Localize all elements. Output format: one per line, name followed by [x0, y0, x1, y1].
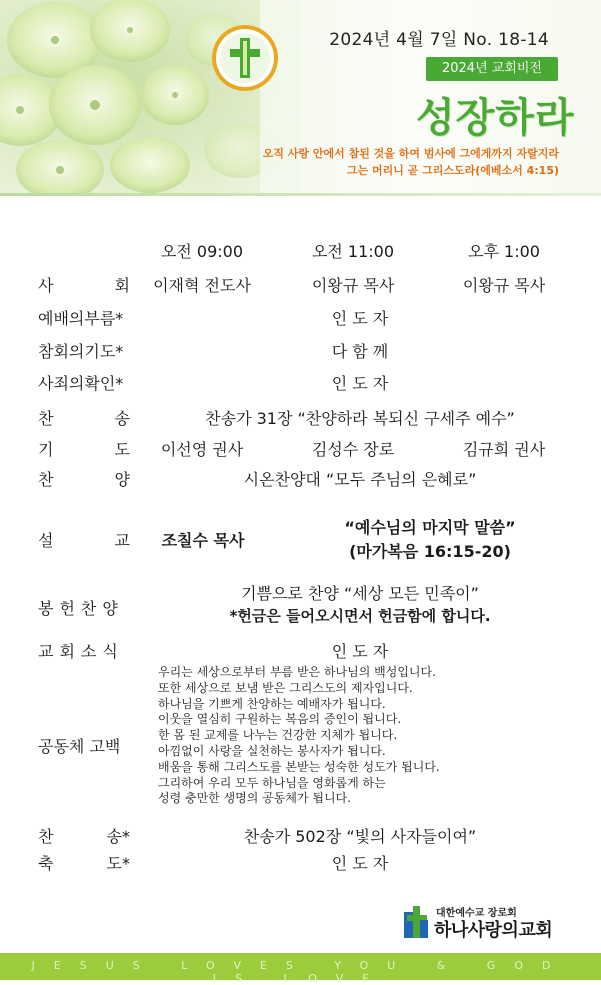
closing-hymn-value: 찬송가 502장 “빛의 사자들이여” [243, 827, 477, 846]
confession-line: 또한 세상으로 보냄 받은 그리스도의 제자입니다. [158, 680, 413, 695]
presider-2: 이왕규 목사 [311, 276, 395, 295]
confession-line: 배움을 통해 그리스도를 본받는 성숙한 성도가 됩니다. [158, 759, 440, 774]
confession-prayer-value: 다 함 께 [331, 342, 389, 361]
verse-line-1: 오직 사랑 안에서 참된 것을 하여 범사에 그에게까지 자랄지라 [262, 147, 559, 160]
hymn-label: 찬 송 [38, 409, 130, 428]
call-to-worship-label: 예배의부름* [38, 309, 124, 328]
offering-label: 봉헌찬양 [38, 599, 124, 618]
confession-line: 아낌없이 사랑을 실천하는 봉사자가 됩니다. [158, 743, 386, 758]
hymn-value: 찬송가 31장 “찬양하라 복되신 구세주 예수” [205, 409, 515, 428]
time-2: 오전 11:00 [311, 242, 395, 261]
footer-slogan: JESUS LOVES YOU & GOD IS LOVE [31, 959, 570, 985]
prayer-leader-1: 이선영 권사 [160, 440, 244, 459]
bulletin-date: 2024년 4월 7일 No. 18-14 [329, 30, 549, 50]
benediction-value: 인 도 자 [331, 854, 389, 873]
benediction-label: 축 도* [38, 854, 130, 873]
confession-line: 우리는 세상으로부터 부름 받은 하나님의 백성입니다. [158, 665, 436, 679]
confession-line: 이웃을 열심히 구원하는 복음의 증인이 됩니다. [158, 712, 402, 727]
announcements-label: 교회소식 [38, 642, 124, 661]
bulletin-header [0, 0, 601, 196]
confession-prayer-label: 참회의기도* [38, 342, 124, 361]
presider-1: 이재혁 전도사 [153, 276, 251, 295]
sermon-speaker: 조칠수 목사 [161, 531, 245, 550]
absolution-label: 사죄의확인* [38, 374, 124, 393]
confession-line: 하나님을 기쁘게 찬양하는 예배자가 됩니다. [158, 696, 386, 711]
offering-block [140, 583, 580, 627]
prayer-leader-3: 김규희 권사 [462, 440, 546, 459]
confession-line: 그리하여 우리 모두 하나님을 영화롭게 하는 [158, 775, 386, 790]
sermon-label: 설 교 [38, 531, 130, 550]
vision-motto: 성장하라 [416, 95, 575, 141]
offering-row [0, 583, 601, 627]
sermon-title: “예수님의 마지막 말씀” [344, 518, 516, 537]
offering-value: 기쁨으로 찬양 “세상 모든 민족이” [241, 584, 479, 603]
footer-band [0, 953, 601, 985]
presider-3: 이왕규 목사 [462, 276, 546, 295]
choir-label: 찬 양 [38, 470, 130, 489]
community-confession-label: 공동체 고백 [38, 737, 121, 756]
vision-verse [263, 145, 559, 179]
absolution-value: 인 도 자 [331, 374, 389, 393]
sermon-passage: (마가복음 16:15-20) [349, 542, 511, 561]
church-name: 하나사랑의교회 [434, 920, 553, 941]
announcements-value: 인 도 자 [331, 642, 389, 661]
confession-line: 성령 충만한 생명의 공동체가 됩니다. [158, 791, 351, 806]
prayer-leader-2: 김성수 장로 [311, 440, 395, 459]
prayer-label: 기 도 [38, 440, 130, 459]
sermon-title-block [330, 516, 530, 564]
call-to-worship-value: 인 도 자 [331, 309, 389, 328]
vision-badge: 2024년 교회비전 [426, 57, 558, 81]
presider-label: 사 회 [38, 276, 130, 295]
sermon-row [0, 516, 601, 566]
offering-note: *헌금은 들어오시면서 헌금함에 합니다. [229, 607, 491, 625]
denomination-name: 대한예수교 장로회 [436, 908, 517, 919]
closing-hymn-label: 찬 송* [38, 827, 130, 846]
community-confession-text [158, 665, 440, 807]
church-logo [404, 904, 584, 940]
confession-line: 한 몸 된 교제를 나누는 건강한 지체가 됩니다. [158, 728, 398, 743]
verse-line-2: 그는 머리니 곧 그리스도라(에베소서 4:15) [346, 164, 559, 177]
time-3: 오후 1:00 [468, 242, 540, 261]
header-divider [0, 193, 601, 196]
choir-value: 시온찬양대 “모두 주님의 은혜로” [243, 470, 477, 489]
church-cross-logo-icon [404, 906, 430, 938]
time-1: 오전 09:00 [160, 242, 244, 261]
